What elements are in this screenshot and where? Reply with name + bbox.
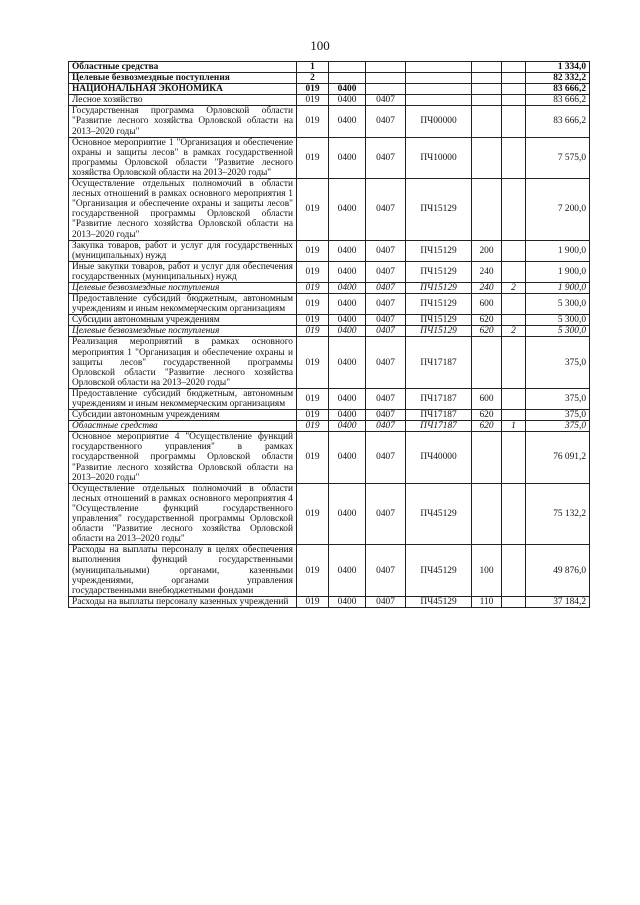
row-target-article: ПЧ15129 — [406, 282, 472, 293]
row-source-code — [502, 261, 526, 282]
row-source-code — [502, 337, 526, 388]
row-subsection-code: 0407 — [366, 282, 406, 293]
row-source-code — [502, 106, 526, 137]
row-ministry-code: 019 — [297, 432, 329, 483]
row-subsection-code: 0407 — [366, 337, 406, 388]
row-source-code — [502, 62, 526, 73]
row-ministry-code: 019 — [297, 294, 329, 315]
table-row — [69, 326, 590, 337]
row-expense-type: 240 — [472, 282, 502, 293]
row-target-article: ПЧ45129 — [406, 483, 472, 545]
row-subsection-code: 0407 — [366, 388, 406, 409]
row-expense-type: 110 — [472, 596, 502, 607]
row-amount: 7 575,0 — [526, 137, 590, 178]
row-section-code: 0400 — [329, 326, 366, 337]
row-target-article: ПЧ40000 — [406, 432, 472, 483]
row-expense-type — [472, 84, 502, 95]
row-ministry-code: 019 — [297, 315, 329, 326]
row-subsection-code: 0407 — [366, 240, 406, 261]
row-name: Осуществление отдельных полномочий в области лесных отношений в рамках основного мероприятия 1 "Организация и обеспечение охраны и защиты лесов" государственной программы Орловской области "Развитие лесного хозяйства Орловской области на 2013–2020 годы" — [69, 179, 297, 241]
row-amount: 1 900,0 — [526, 240, 590, 261]
table-row — [69, 261, 590, 282]
row-section-code: 0400 — [329, 483, 366, 545]
table-row — [69, 388, 590, 409]
table-row — [69, 294, 590, 315]
row-subsection-code: 0407 — [366, 483, 406, 545]
row-subsection-code: 0407 — [366, 179, 406, 241]
row-amount: 375,0 — [526, 337, 590, 388]
row-source-code — [502, 179, 526, 241]
row-ministry-code: 019 — [297, 137, 329, 178]
row-expense-type — [472, 73, 502, 84]
row-name: Лесное хозяйство — [69, 95, 297, 106]
row-amount: 7 200,0 — [526, 179, 590, 241]
row-name: Целевые безвозмездные поступления — [69, 282, 297, 293]
row-amount: 75 132,2 — [526, 483, 590, 545]
row-subsection-code: 0407 — [366, 95, 406, 106]
row-ministry-code: 019 — [297, 326, 329, 337]
row-name: Расходы на выплаты персоналу в целях обеспечения выполнения функций государственными (муниципальными) органами, казенными учреждениями, органами управления государственными внебюджетными фондами — [69, 545, 297, 596]
row-section-code: 0400 — [329, 432, 366, 483]
row-target-article — [406, 73, 472, 84]
row-section-code: 0400 — [329, 240, 366, 261]
row-amount: 1 900,0 — [526, 261, 590, 282]
row-section-code: 0400 — [329, 137, 366, 178]
table-row — [69, 337, 590, 388]
row-amount: 82 332,2 — [526, 73, 590, 84]
row-ministry-code: 019 — [297, 421, 329, 432]
row-name: Закупка товаров, работ и услуг для государственных (муниципальных) нужд — [69, 240, 297, 261]
row-ministry-code: 019 — [297, 261, 329, 282]
budget-table — [68, 61, 590, 608]
row-section-code — [329, 62, 366, 73]
row-subsection-code: 0407 — [366, 294, 406, 315]
row-target-article: ПЧ17187 — [406, 388, 472, 409]
row-name: Субсидии автономным учреждениям — [69, 315, 297, 326]
row-subsection-code — [366, 62, 406, 73]
row-ministry-code: 019 — [297, 84, 329, 95]
row-name: Реализация мероприятий в рамках основного мероприятия 1 "Организация и обеспечение охраны и защиты лесов" государственной программы Орловской области "Развитие лесного хозяйства Орловской области на 2013–2020 годы" — [69, 337, 297, 388]
row-name: Иные закупки товаров, работ и услуг для обеспечения государственных (муниципальных) нужд — [69, 261, 297, 282]
row-expense-type: 200 — [472, 240, 502, 261]
row-section-code: 0400 — [329, 337, 366, 388]
row-amount: 83 666,2 — [526, 106, 590, 137]
table-row — [69, 282, 590, 293]
table-row — [69, 410, 590, 421]
row-amount: 76 091,2 — [526, 432, 590, 483]
row-source-code: 2 — [502, 282, 526, 293]
row-section-code: 0400 — [329, 84, 366, 95]
table-row — [69, 596, 590, 607]
table-row — [69, 179, 590, 241]
row-amount: 375,0 — [526, 410, 590, 421]
row-source-code — [502, 410, 526, 421]
row-section-code: 0400 — [329, 388, 366, 409]
row-target-article: ПЧ17187 — [406, 421, 472, 432]
row-target-article: ПЧ00000 — [406, 106, 472, 137]
row-target-article: ПЧ15129 — [406, 294, 472, 315]
row-source-code — [502, 95, 526, 106]
row-name: Предоставление субсидий бюджетным, автономным учреждениям и иным некоммерческим организациям — [69, 294, 297, 315]
row-section-code: 0400 — [329, 315, 366, 326]
row-target-article: ПЧ45129 — [406, 545, 472, 596]
row-name: Предоставление субсидий бюджетным, автономным учреждениям и иным некоммерческим организациям — [69, 388, 297, 409]
row-target-article — [406, 84, 472, 95]
row-section-code: 0400 — [329, 261, 366, 282]
row-amount: 83 666,2 — [526, 95, 590, 106]
row-expense-type — [472, 179, 502, 241]
table-row — [69, 106, 590, 137]
row-source-code: 2 — [502, 326, 526, 337]
row-section-code — [329, 73, 366, 84]
row-amount: 5 300,0 — [526, 294, 590, 315]
row-expense-type: 240 — [472, 261, 502, 282]
row-name: Целевые безвозмездные поступления — [69, 73, 297, 84]
row-name: Государственная программа Орловской области "Развитие лесного хозяйства Орловской области на 2013–2020 годы" — [69, 106, 297, 137]
row-subsection-code: 0407 — [366, 421, 406, 432]
row-amount: 5 300,0 — [526, 326, 590, 337]
row-subsection-code: 0407 — [366, 432, 406, 483]
row-source-code — [502, 315, 526, 326]
row-subsection-code: 0407 — [366, 315, 406, 326]
table-row — [69, 137, 590, 178]
row-amount: 83 666,2 — [526, 84, 590, 95]
row-target-article — [406, 62, 472, 73]
row-name: Основное мероприятие 4 "Осуществление функций государственного управления" в рамках государственной программы Орловской области "Развитие лесного хозяйства Орловской области на 2013–2020 годы" — [69, 432, 297, 483]
table-row — [69, 315, 590, 326]
row-expense-type: 620 — [472, 315, 502, 326]
row-source-code — [502, 73, 526, 84]
table-row — [69, 62, 590, 73]
row-expense-type — [472, 337, 502, 388]
row-ministry-code: 019 — [297, 282, 329, 293]
row-name: Основное мероприятие 1 "Организация и обеспечение охраны и защиты лесов" в рамках государственной программы Орловской области "Развитие лесного хозяйства Орловской области на 2013–2020 годы" — [69, 137, 297, 178]
row-expense-type: 100 — [472, 545, 502, 596]
row-subsection-code: 0407 — [366, 326, 406, 337]
row-target-article: ПЧ15129 — [406, 326, 472, 337]
row-expense-type — [472, 432, 502, 483]
row-expense-type — [472, 106, 502, 137]
row-amount: 5 300,0 — [526, 315, 590, 326]
row-section-code: 0400 — [329, 106, 366, 137]
row-subsection-code: 0407 — [366, 410, 406, 421]
budget-table-body — [69, 62, 590, 608]
row-target-article: ПЧ15129 — [406, 240, 472, 261]
table-row — [69, 483, 590, 545]
row-section-code: 0400 — [329, 596, 366, 607]
row-ministry-code: 2 — [297, 73, 329, 84]
row-target-article: ПЧ15129 — [406, 261, 472, 282]
row-expense-type — [472, 62, 502, 73]
row-target-article — [406, 95, 472, 106]
row-name: Расходы на выплаты персоналу казенных учреждений — [69, 596, 297, 607]
row-ministry-code: 019 — [297, 337, 329, 388]
row-name: Субсидии автономным учреждениям — [69, 410, 297, 421]
row-source-code — [502, 432, 526, 483]
row-expense-type — [472, 95, 502, 106]
row-amount: 1 900,0 — [526, 282, 590, 293]
row-name: Целевые безвозмездные поступления — [69, 326, 297, 337]
row-ministry-code: 019 — [297, 483, 329, 545]
row-expense-type — [472, 137, 502, 178]
row-source-code — [502, 596, 526, 607]
row-section-code: 0400 — [329, 421, 366, 432]
row-name: Областные средства — [69, 62, 297, 73]
row-target-article: ПЧ17187 — [406, 337, 472, 388]
row-ministry-code: 019 — [297, 240, 329, 261]
row-ministry-code: 019 — [297, 388, 329, 409]
row-source-code — [502, 545, 526, 596]
table-row — [69, 73, 590, 84]
row-source-code: 1 — [502, 421, 526, 432]
row-ministry-code: 1 — [297, 62, 329, 73]
row-expense-type: 620 — [472, 410, 502, 421]
row-source-code — [502, 294, 526, 315]
row-target-article: ПЧ15129 — [406, 179, 472, 241]
row-section-code: 0400 — [329, 294, 366, 315]
row-section-code: 0400 — [329, 545, 366, 596]
table-row — [69, 432, 590, 483]
row-source-code — [502, 137, 526, 178]
row-expense-type: 620 — [472, 421, 502, 432]
page-number: 100 — [310, 38, 330, 53]
row-amount: 37 184,2 — [526, 596, 590, 607]
table-row — [69, 545, 590, 596]
row-source-code — [502, 240, 526, 261]
row-target-article: ПЧ45129 — [406, 596, 472, 607]
row-target-article: ПЧ10000 — [406, 137, 472, 178]
row-source-code — [502, 388, 526, 409]
row-name: НАЦИОНАЛЬНАЯ ЭКОНОМИКА — [69, 84, 297, 95]
table-row — [69, 84, 590, 95]
row-name: Осуществление отдельных полномочий в области лесных отношений в рамках основного мероприятия 4 "Осуществление функций государственного управления" государственной программы Орловской области "Развитие лесного хозяйства Орловской области на 2013–2020 годы" — [69, 483, 297, 545]
row-subsection-code: 0407 — [366, 106, 406, 137]
row-subsection-code — [366, 73, 406, 84]
row-expense-type: 600 — [472, 388, 502, 409]
row-expense-type: 620 — [472, 326, 502, 337]
row-ministry-code: 019 — [297, 179, 329, 241]
row-expense-type: 600 — [472, 294, 502, 315]
row-amount: 375,0 — [526, 388, 590, 409]
row-subsection-code: 0407 — [366, 137, 406, 178]
row-section-code: 0400 — [329, 282, 366, 293]
row-name: Областные средства — [69, 421, 297, 432]
table-row — [69, 95, 590, 106]
row-section-code: 0400 — [329, 95, 366, 106]
row-subsection-code — [366, 84, 406, 95]
row-subsection-code: 0407 — [366, 261, 406, 282]
row-amount: 49 876,0 — [526, 545, 590, 596]
row-subsection-code: 0407 — [366, 596, 406, 607]
row-ministry-code: 019 — [297, 596, 329, 607]
row-source-code — [502, 483, 526, 545]
row-ministry-code: 019 — [297, 410, 329, 421]
row-expense-type — [472, 483, 502, 545]
row-section-code: 0400 — [329, 179, 366, 241]
row-ministry-code: 019 — [297, 545, 329, 596]
row-section-code: 0400 — [329, 410, 366, 421]
row-target-article: ПЧ15129 — [406, 315, 472, 326]
row-amount: 375,0 — [526, 421, 590, 432]
row-subsection-code: 0407 — [366, 545, 406, 596]
row-ministry-code: 019 — [297, 95, 329, 106]
row-target-article: ПЧ17187 — [406, 410, 472, 421]
row-amount: 1 334,0 — [526, 62, 590, 73]
table-row — [69, 240, 590, 261]
row-source-code — [502, 84, 526, 95]
table-row — [69, 421, 590, 432]
row-ministry-code: 019 — [297, 106, 329, 137]
